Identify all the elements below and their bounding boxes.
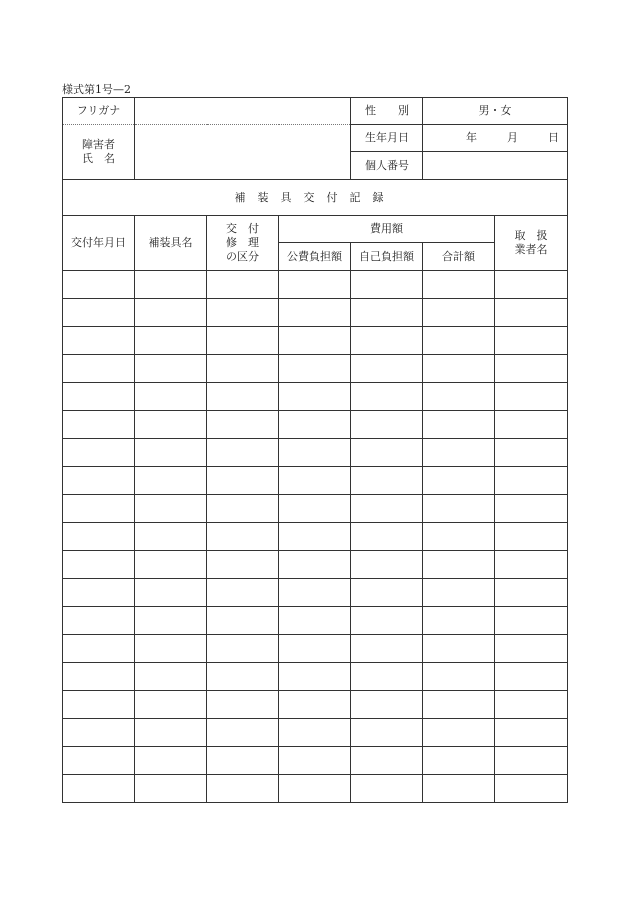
device-name-cell[interactable]	[135, 299, 207, 327]
category-cell[interactable]	[207, 719, 279, 747]
handler-cell[interactable]	[495, 691, 568, 719]
public-burden-cell[interactable]	[279, 355, 351, 383]
col-header-cost-group: 費用額	[279, 216, 495, 243]
date-cell[interactable]	[63, 551, 135, 579]
date-cell[interactable]	[63, 495, 135, 523]
category-cell[interactable]	[207, 691, 279, 719]
col-header-public-burden: 公費負担額	[279, 243, 351, 271]
name-field[interactable]	[135, 125, 351, 180]
category-cell[interactable]	[207, 551, 279, 579]
handler-cell[interactable]	[495, 355, 568, 383]
device-name-cell[interactable]	[135, 747, 207, 775]
handler-cell[interactable]	[495, 747, 568, 775]
handler-cell[interactable]	[495, 607, 568, 635]
category-line3: の区分	[226, 249, 259, 263]
self-burden-cell[interactable]	[351, 663, 423, 691]
self-burden-cell[interactable]	[351, 579, 423, 607]
record-row	[63, 523, 568, 551]
date-cell[interactable]	[63, 663, 135, 691]
record-row	[63, 383, 568, 411]
date-cell[interactable]	[63, 467, 135, 495]
record-row	[63, 607, 568, 635]
date-cell[interactable]	[63, 691, 135, 719]
device-name-cell[interactable]	[135, 495, 207, 523]
self-burden-cell[interactable]	[351, 439, 423, 467]
self-burden-cell[interactable]	[351, 411, 423, 439]
date-cell[interactable]	[63, 635, 135, 663]
self-burden-cell[interactable]	[351, 271, 423, 299]
category-cell[interactable]	[207, 495, 279, 523]
public-burden-cell[interactable]	[279, 663, 351, 691]
total-cell[interactable]	[423, 691, 495, 719]
date-cell[interactable]	[63, 775, 135, 803]
device-name-cell[interactable]	[135, 579, 207, 607]
device-name-cell[interactable]	[135, 635, 207, 663]
total-cell[interactable]	[423, 719, 495, 747]
col-header-device-name: 補装具名	[135, 216, 207, 271]
date-cell[interactable]	[63, 719, 135, 747]
handler-cell[interactable]	[495, 551, 568, 579]
public-burden-cell[interactable]	[279, 495, 351, 523]
category-cell[interactable]	[207, 635, 279, 663]
self-burden-cell[interactable]	[351, 327, 423, 355]
category-cell[interactable]	[207, 439, 279, 467]
total-cell[interactable]	[423, 495, 495, 523]
date-cell[interactable]	[63, 607, 135, 635]
record-row	[63, 327, 568, 355]
record-row	[63, 775, 568, 803]
date-cell[interactable]	[63, 355, 135, 383]
handler-cell[interactable]	[495, 439, 568, 467]
public-burden-cell[interactable]	[279, 635, 351, 663]
record-row	[63, 719, 568, 747]
col-header-category	[207, 216, 279, 271]
device-name-cell[interactable]	[135, 439, 207, 467]
device-name-cell[interactable]	[135, 523, 207, 551]
handler-cell[interactable]	[495, 579, 568, 607]
gender-label: 性 別	[351, 98, 423, 125]
category-cell[interactable]	[207, 299, 279, 327]
public-burden-cell[interactable]	[279, 691, 351, 719]
category-line2: 修 理	[226, 236, 259, 250]
device-name-cell[interactable]	[135, 551, 207, 579]
category-line1: 交 付	[226, 222, 259, 236]
self-burden-cell[interactable]	[351, 551, 423, 579]
total-cell[interactable]	[423, 747, 495, 775]
handler-cell[interactable]	[495, 775, 568, 803]
date-cell[interactable]	[63, 383, 135, 411]
record-row	[63, 691, 568, 719]
category-cell[interactable]	[207, 383, 279, 411]
device-name-cell[interactable]	[135, 607, 207, 635]
device-name-cell[interactable]	[135, 663, 207, 691]
public-burden-cell[interactable]	[279, 747, 351, 775]
category-cell[interactable]	[207, 663, 279, 691]
category-cell[interactable]	[207, 775, 279, 803]
public-burden-cell[interactable]	[279, 299, 351, 327]
total-cell[interactable]	[423, 551, 495, 579]
record-row	[63, 495, 568, 523]
public-burden-cell[interactable]	[279, 775, 351, 803]
public-burden-cell[interactable]	[279, 271, 351, 299]
public-burden-cell[interactable]	[279, 607, 351, 635]
personal-number-label: 個人番号	[351, 152, 423, 180]
public-burden-cell[interactable]	[279, 383, 351, 411]
handler-cell[interactable]	[495, 635, 568, 663]
handler-cell[interactable]	[495, 383, 568, 411]
name-label-line1: 障害者	[82, 138, 115, 152]
handler-cell[interactable]	[495, 719, 568, 747]
date-cell[interactable]	[63, 439, 135, 467]
record-row	[63, 579, 568, 607]
col-header-total: 合計額	[423, 243, 495, 271]
self-burden-cell[interactable]	[351, 495, 423, 523]
self-burden-cell[interactable]	[351, 299, 423, 327]
total-cell[interactable]	[423, 355, 495, 383]
birthdate-label: 生年月日	[351, 125, 423, 152]
date-cell[interactable]	[63, 747, 135, 775]
total-cell[interactable]	[423, 271, 495, 299]
handler-cell[interactable]	[495, 327, 568, 355]
self-burden-cell[interactable]	[351, 523, 423, 551]
birth-day-unit: 日	[548, 131, 560, 145]
self-burden-cell[interactable]	[351, 467, 423, 495]
handler-cell[interactable]	[495, 299, 568, 327]
category-cell[interactable]	[207, 523, 279, 551]
self-burden-cell[interactable]	[351, 355, 423, 383]
date-cell[interactable]	[63, 327, 135, 355]
record-row	[63, 635, 568, 663]
device-name-cell[interactable]	[135, 411, 207, 439]
record-title: 補装具交付記録	[63, 180, 568, 216]
device-name-cell[interactable]	[135, 719, 207, 747]
total-cell[interactable]	[423, 299, 495, 327]
total-cell[interactable]	[423, 635, 495, 663]
date-cell[interactable]	[63, 579, 135, 607]
device-name-cell[interactable]	[135, 327, 207, 355]
name-label	[63, 125, 135, 180]
public-burden-cell[interactable]	[279, 719, 351, 747]
record-row	[63, 355, 568, 383]
col-header-self-burden: 自己負担額	[351, 243, 423, 271]
total-cell[interactable]	[423, 663, 495, 691]
birth-month-unit: 月	[507, 131, 519, 145]
handler-cell[interactable]	[495, 495, 568, 523]
handler-line1: 取 扱	[514, 229, 548, 243]
record-row	[63, 467, 568, 495]
public-burden-cell[interactable]	[279, 467, 351, 495]
category-cell[interactable]	[207, 411, 279, 439]
handler-cell[interactable]	[495, 271, 568, 299]
furigana-label: フリガナ	[63, 98, 135, 125]
device-name-cell[interactable]	[135, 271, 207, 299]
handler-cell[interactable]	[495, 467, 568, 495]
total-cell[interactable]	[423, 467, 495, 495]
date-cell[interactable]	[63, 523, 135, 551]
date-cell[interactable]	[63, 411, 135, 439]
category-cell[interactable]	[207, 579, 279, 607]
self-burden-cell[interactable]	[351, 607, 423, 635]
category-cell[interactable]	[207, 327, 279, 355]
self-burden-cell[interactable]	[351, 719, 423, 747]
record-row	[63, 747, 568, 775]
total-cell[interactable]	[423, 383, 495, 411]
date-cell[interactable]	[63, 271, 135, 299]
self-burden-cell[interactable]	[351, 691, 423, 719]
total-cell[interactable]	[423, 411, 495, 439]
category-cell[interactable]	[207, 747, 279, 775]
birthdate-field[interactable]	[423, 125, 568, 152]
self-burden-cell[interactable]	[351, 383, 423, 411]
col-header-date: 交付年月日	[63, 216, 135, 271]
furigana-field[interactable]	[135, 98, 351, 125]
record-row	[63, 663, 568, 691]
total-cell[interactable]	[423, 327, 495, 355]
handler-cell[interactable]	[495, 663, 568, 691]
handler-line2: 業者名	[514, 243, 548, 256]
record-row	[63, 271, 568, 299]
public-burden-cell[interactable]	[279, 439, 351, 467]
public-burden-cell[interactable]	[279, 579, 351, 607]
device-record-form	[62, 97, 568, 803]
record-row	[63, 299, 568, 327]
public-burden-cell[interactable]	[279, 551, 351, 579]
category-cell[interactable]	[207, 607, 279, 635]
col-header-handler	[495, 216, 568, 271]
self-burden-cell[interactable]	[351, 775, 423, 803]
form-number: 様式第1号—2	[62, 83, 131, 96]
record-row	[63, 439, 568, 467]
handler-cell[interactable]	[495, 523, 568, 551]
category-cell[interactable]	[207, 355, 279, 383]
public-burden-cell[interactable]	[279, 411, 351, 439]
public-burden-cell[interactable]	[279, 327, 351, 355]
handler-cell[interactable]	[495, 411, 568, 439]
name-label-line2: 氏 名	[82, 152, 115, 165]
record-row	[63, 551, 568, 579]
device-name-cell[interactable]	[135, 383, 207, 411]
total-cell[interactable]	[423, 775, 495, 803]
total-cell[interactable]	[423, 439, 495, 467]
date-cell[interactable]	[63, 299, 135, 327]
personal-number-field[interactable]	[423, 152, 568, 180]
public-burden-cell[interactable]	[279, 523, 351, 551]
gender-field[interactable]: 男・女	[423, 98, 568, 125]
birth-year-unit: 年	[466, 131, 478, 145]
total-cell[interactable]	[423, 607, 495, 635]
category-cell[interactable]	[207, 467, 279, 495]
device-name-cell[interactable]	[135, 467, 207, 495]
category-cell[interactable]	[207, 271, 279, 299]
device-name-cell[interactable]	[135, 355, 207, 383]
self-burden-cell[interactable]	[351, 747, 423, 775]
self-burden-cell[interactable]	[351, 635, 423, 663]
device-name-cell[interactable]	[135, 691, 207, 719]
total-cell[interactable]	[423, 523, 495, 551]
device-name-cell[interactable]	[135, 775, 207, 803]
total-cell[interactable]	[423, 579, 495, 607]
record-row	[63, 411, 568, 439]
